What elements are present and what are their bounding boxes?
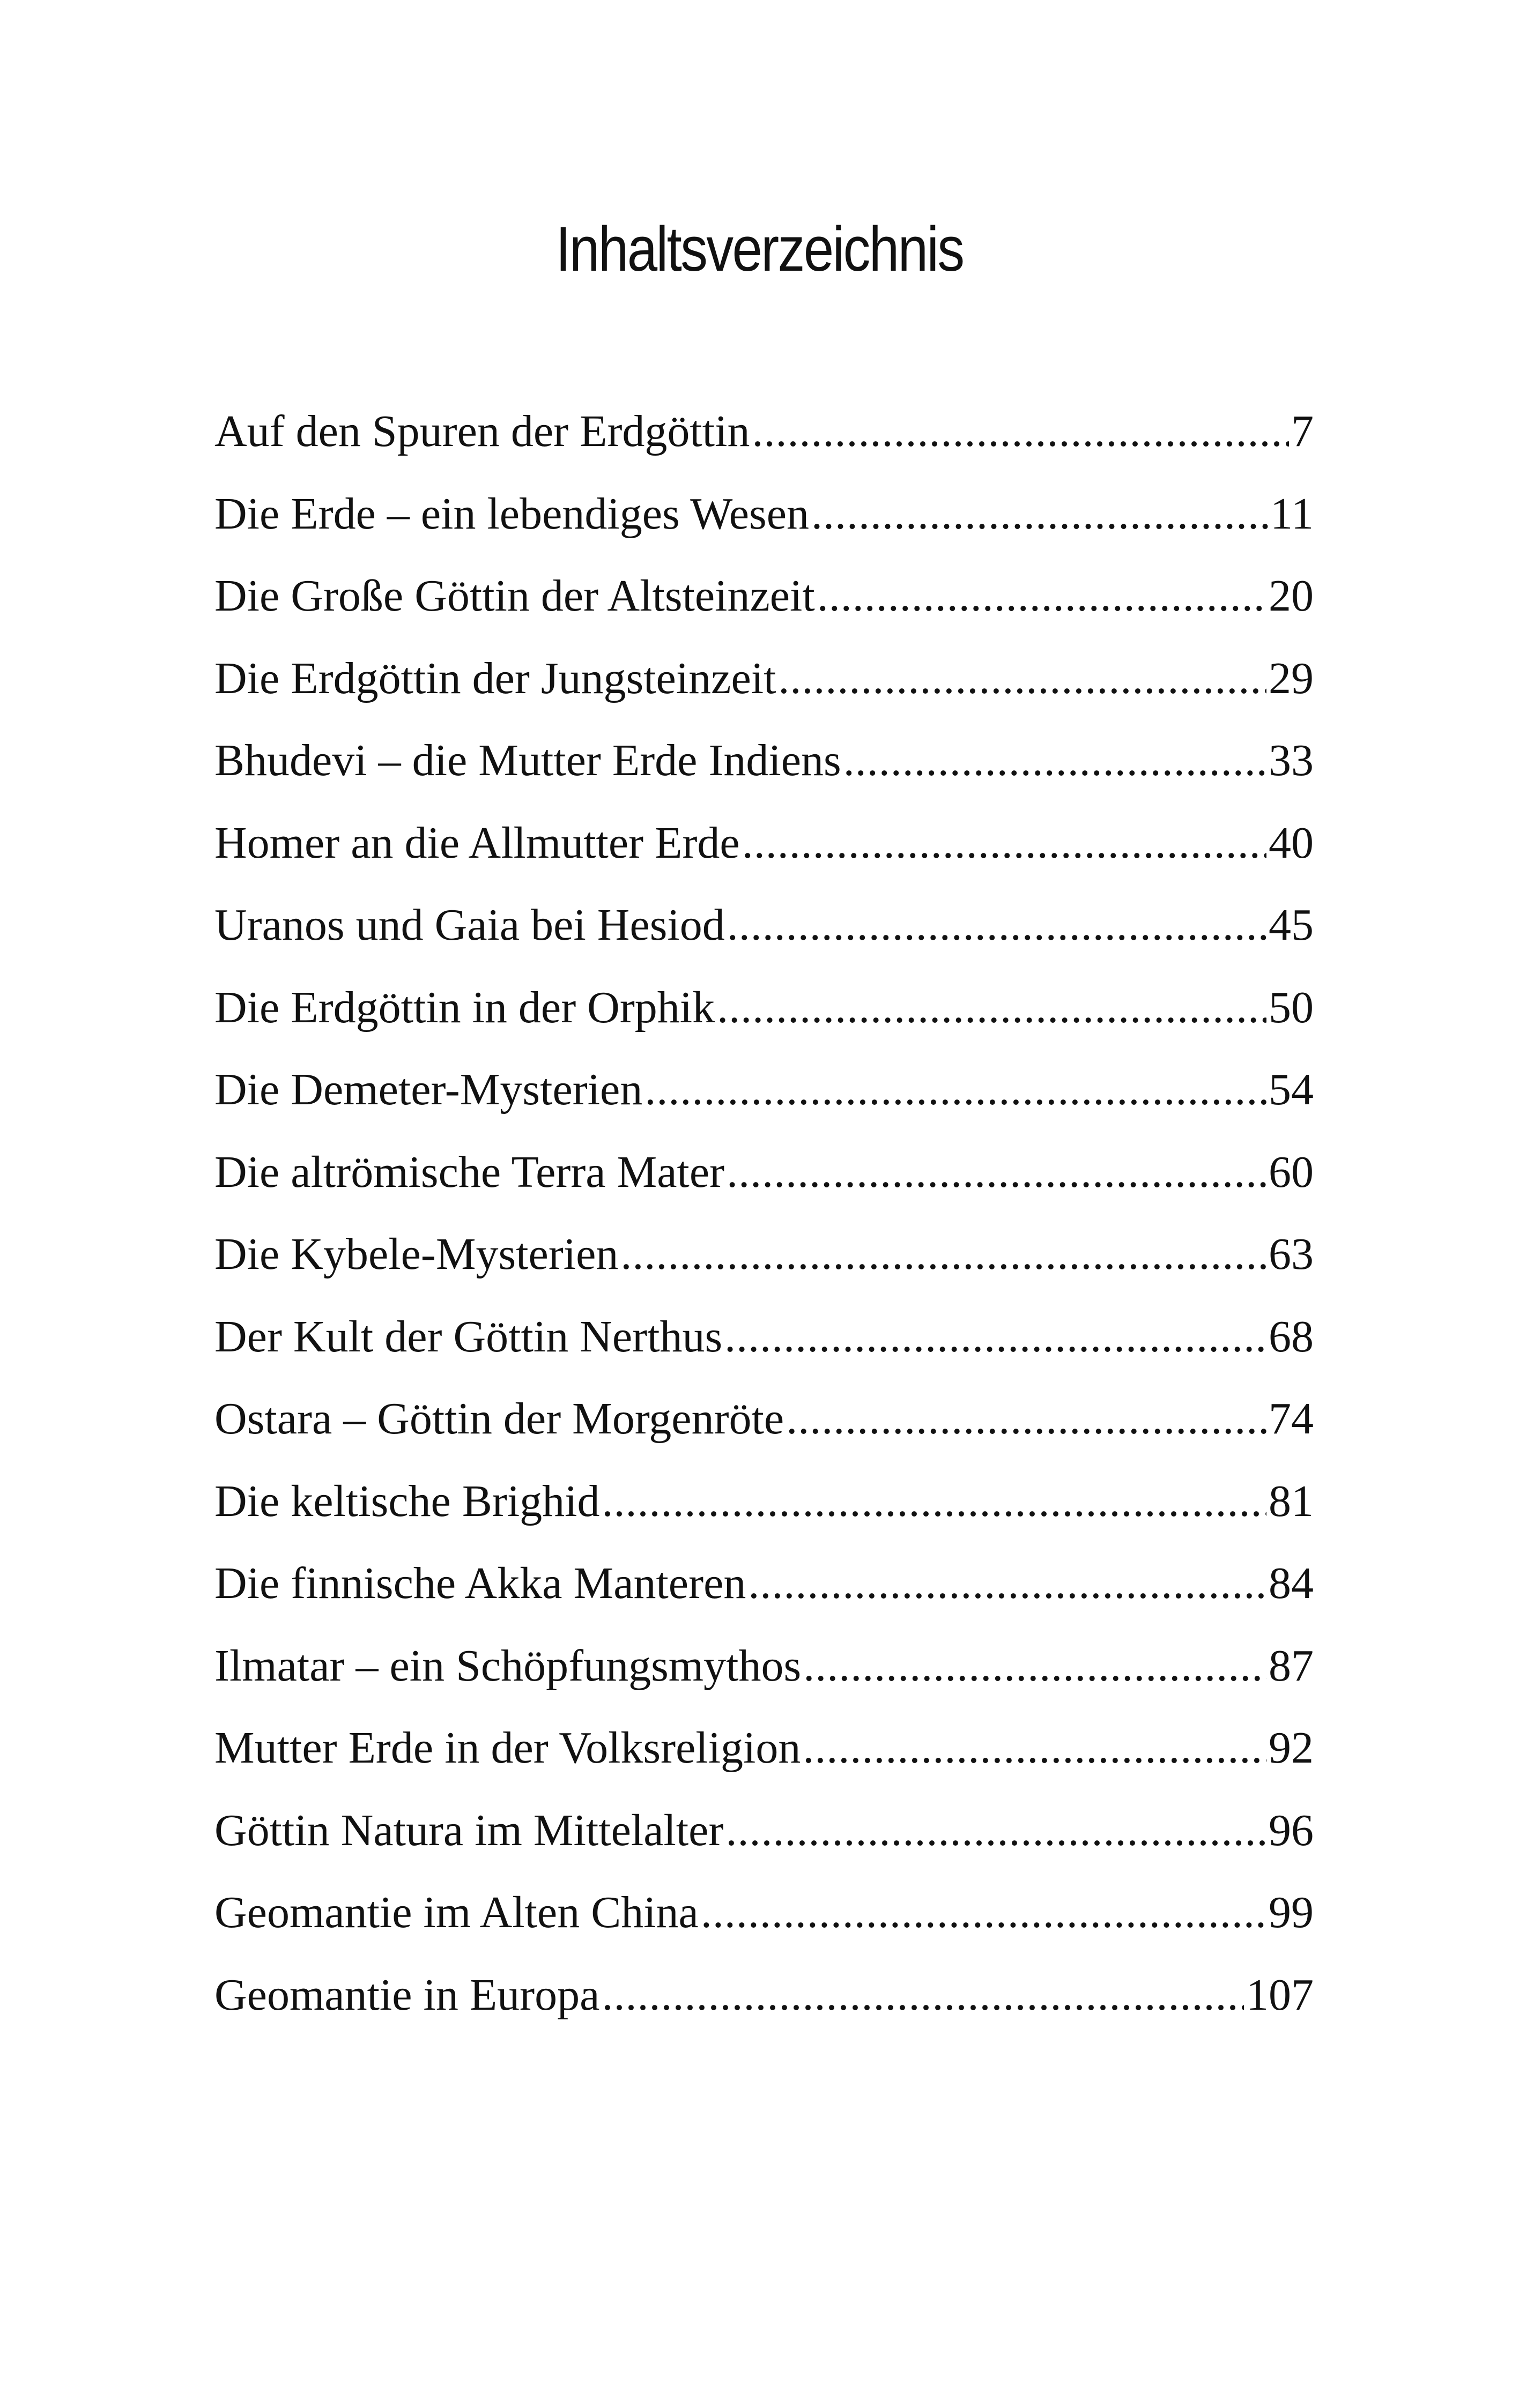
- toc-entry-title: Geomantie im Alten China: [214, 1887, 699, 1937]
- toc-entry: [214, 1551, 1314, 1634]
- toc-entry: [214, 1963, 1314, 2046]
- toc-entry-page-number: 60: [1269, 1147, 1314, 1197]
- toc-entry-page-number: 99: [1269, 1887, 1314, 1937]
- toc-entry-title: Die Erdgöttin der Jungsteinzeit: [214, 653, 776, 703]
- toc-entry: [214, 1716, 1314, 1798]
- toc-entry: [214, 1387, 1314, 1469]
- toc-dot-leader: [778, 646, 1266, 711]
- toc-entry-page-number: 81: [1269, 1476, 1314, 1526]
- toc-entry-title: Ilmatar – ein Schöpfungsmythos: [214, 1640, 802, 1691]
- toc-dot-leader: [786, 1387, 1266, 1451]
- toc-entry: [214, 482, 1314, 564]
- toc-entry-title: Mutter Erde in der Volksreligion: [214, 1723, 801, 1773]
- toc-entry-title: Der Kult der Göttin Nerthus: [214, 1311, 723, 1362]
- toc-dot-leader: [811, 482, 1268, 546]
- toc-entry: [214, 1469, 1314, 1552]
- toc-dot-leader: [724, 1305, 1266, 1369]
- toc-entry-page-number: 50: [1269, 982, 1314, 1032]
- toc-entry: [214, 1140, 1314, 1223]
- toc-dot-leader: [817, 564, 1266, 628]
- toc-entry-title: Bhudevi – die Mutter Erde Indiens: [214, 735, 841, 785]
- toc-dot-leader: [803, 1634, 1266, 1698]
- toc-entry-page-number: 20: [1269, 571, 1314, 621]
- table-of-contents: [214, 399, 1314, 2045]
- toc-entry-title: Homer an die Allmutter Erde: [214, 817, 740, 868]
- toc-entry-title: Geomantie in Europa: [214, 1969, 600, 2020]
- toc-dot-leader: [717, 976, 1266, 1040]
- toc-dot-leader: [725, 1798, 1266, 1863]
- toc-entry-title: Die Erdgöttin in der Orphik: [214, 982, 715, 1032]
- toc-entry: [214, 1881, 1314, 1963]
- toc-dot-leader: [843, 729, 1266, 793]
- toc-entry: [214, 1798, 1314, 1881]
- toc-entry: [214, 399, 1314, 482]
- page-title: Inhaltsverzeichnis: [555, 214, 964, 285]
- toc-entry-title: Auf den Spuren der Erdgöttin: [214, 406, 750, 456]
- toc-entry: [214, 646, 1314, 729]
- toc-entry-page-number: 7: [1291, 406, 1314, 456]
- toc-entry-title: Die Große Göttin der Altsteinzeit: [214, 571, 815, 621]
- toc-entry-page-number: 54: [1269, 1065, 1314, 1114]
- toc-entry-title: Die Demeter-Mysterien: [214, 1065, 643, 1114]
- toc-entry-page-number: 92: [1269, 1723, 1314, 1773]
- toc-dot-leader: [727, 1140, 1266, 1205]
- toc-entry: [214, 1222, 1314, 1305]
- toc-dot-leader: [602, 1963, 1244, 2027]
- toc-entry-page-number: 33: [1269, 735, 1314, 785]
- toc-entry-page-number: 107: [1246, 1969, 1314, 2020]
- toc-entry-title: Göttin Natura im Mittelalter: [214, 1805, 724, 1855]
- toc-entry-page-number: 63: [1269, 1229, 1314, 1279]
- toc-entry-page-number: 96: [1269, 1805, 1314, 1855]
- toc-entry-title: Uranos und Gaia bei Hesiod: [214, 900, 725, 950]
- toc-dot-leader: [727, 893, 1266, 957]
- toc-dot-leader: [620, 1222, 1266, 1287]
- toc-entry: [214, 1058, 1314, 1140]
- toc-entry: [214, 564, 1314, 646]
- toc-entry-page-number: 74: [1269, 1394, 1314, 1444]
- toc-entry-title: Die keltische Brighid: [214, 1476, 600, 1526]
- toc-entry-page-number: 11: [1270, 488, 1314, 539]
- toc-dot-leader: [644, 1058, 1266, 1122]
- toc-entry-page-number: 29: [1269, 653, 1314, 703]
- toc-dot-leader: [701, 1881, 1266, 1945]
- toc-entry-page-number: 45: [1269, 900, 1314, 950]
- toc-entry-title: Ostara – Göttin der Morgenröte: [214, 1394, 784, 1444]
- toc-entry: [214, 1634, 1314, 1716]
- toc-entry-title: Die Kybele-Mysterien: [214, 1229, 619, 1279]
- toc-dot-leader: [742, 811, 1266, 875]
- toc-entry-page-number: 68: [1269, 1311, 1314, 1362]
- toc-entry: [214, 729, 1314, 811]
- toc-entry-page-number: 40: [1269, 817, 1314, 868]
- toc-entry: [214, 893, 1314, 976]
- toc-dot-leader: [752, 399, 1289, 464]
- toc-entry-page-number: 87: [1269, 1640, 1314, 1691]
- toc-dot-leader: [803, 1716, 1266, 1780]
- toc-dot-leader: [602, 1469, 1266, 1534]
- toc-entry: [214, 811, 1314, 894]
- toc-entry-title: Die Erde – ein lebendiges Wesen: [214, 488, 809, 539]
- toc-entry-title: Die finnische Akka Manteren: [214, 1558, 746, 1608]
- toc-dot-leader: [748, 1551, 1266, 1616]
- toc-entry-page-number: 84: [1269, 1558, 1314, 1608]
- toc-entry: [214, 1305, 1314, 1387]
- toc-entry: [214, 976, 1314, 1058]
- toc-entry-title: Die altrömische Terra Mater: [214, 1147, 725, 1197]
